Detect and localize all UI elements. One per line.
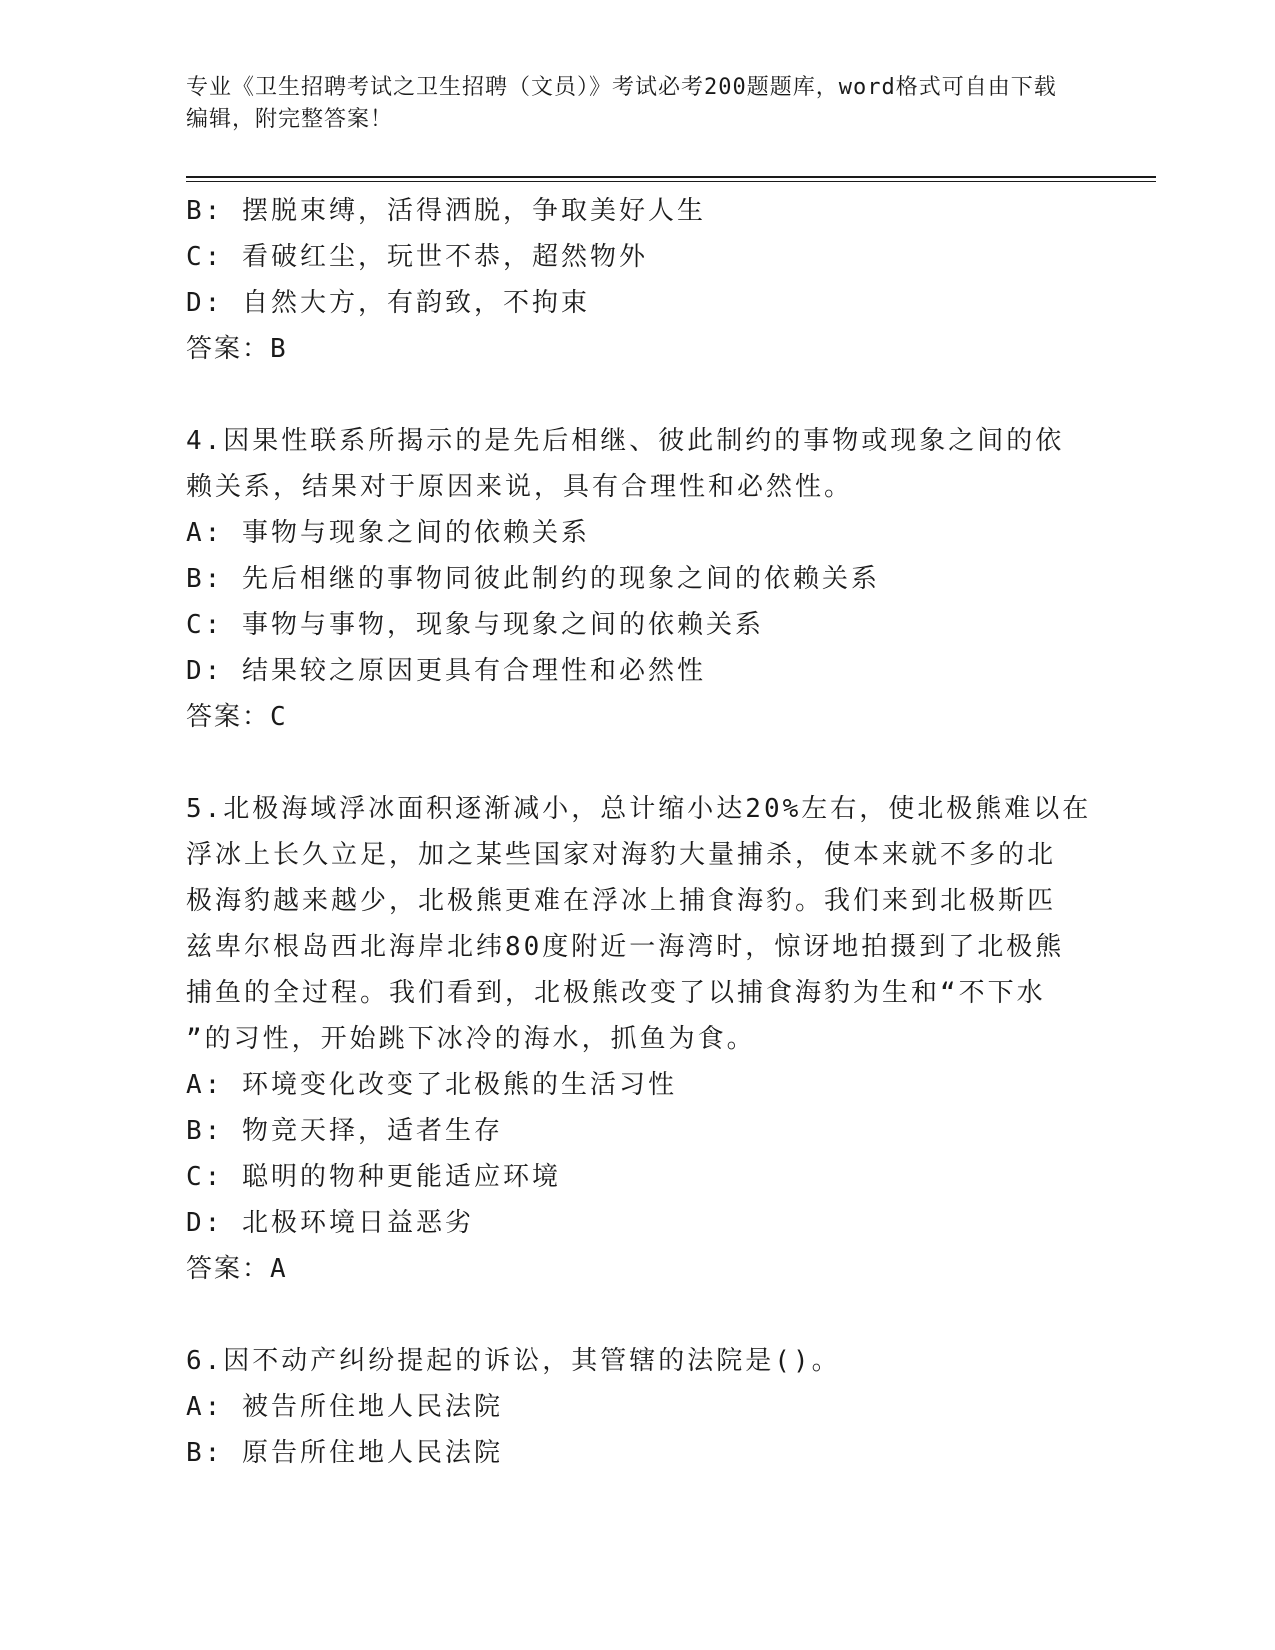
question-text-line: ”的习性，开始跳下冰冷的海水，抓鱼为食。 <box>186 1024 756 1054</box>
answer: 答案：C <box>186 702 288 732</box>
question-5 <box>186 786 1092 1292</box>
question-text-line: 浮冰上长久立足，加之某些国家对海豹大量捕杀，使本来就不多的北 <box>186 840 1057 870</box>
question-text-line: 5.北极海域浮冰面积逐渐减小，总计缩小达20%左右，使北极熊难以在 <box>186 794 1092 824</box>
answer: 答案：B <box>186 334 288 364</box>
option-d: D: 自然大方，有韵致，不拘束 <box>186 288 590 318</box>
header-rule-thin <box>186 181 1156 182</box>
spacer <box>186 372 1086 418</box>
option-b: B: 先后相继的事物同彼此制约的现象之间的依赖关系 <box>186 564 880 594</box>
option-a: A: 事物与现象之间的依赖关系 <box>186 518 590 548</box>
question-list <box>186 188 1092 1476</box>
question-text-line: 4.因果性联系所揭示的是先后相继、彼此制约的事物或现象之间的依 <box>186 426 1065 456</box>
option-d: D: 结果较之原因更具有合理性和必然性 <box>186 656 706 686</box>
question-text-line: 赖关系，结果对于原因来说，具有合理性和必然性。 <box>186 472 854 502</box>
option-d: D: 北极环境日益恶劣 <box>186 1208 474 1238</box>
option-c: C: 事物与事物，现象与现象之间的依赖关系 <box>186 610 764 640</box>
spacer <box>186 1292 1086 1338</box>
option-c: C: 看破红尘，玩世不恭，超然物外 <box>186 242 648 272</box>
question-3 <box>186 188 1086 372</box>
spacer <box>186 740 1086 786</box>
option-a: A: 被告所住地人民法院 <box>186 1392 503 1422</box>
question-4 <box>186 418 1086 740</box>
header-title: 专业《卫生招聘考试之卫生招聘（文员）》考试必考200题题库，word格式可自由下载编辑，附完整答案！ <box>186 75 1057 132</box>
option-b: B: 物竞天择，适者生存 <box>186 1116 503 1146</box>
question-6 <box>186 1338 1086 1476</box>
question-text-line: 兹卑尔根岛西北海岸北纬80度附近一海湾时，惊讶地拍摄到了北极熊 <box>186 932 1065 962</box>
document-header <box>186 72 1066 136</box>
header-rule-thick <box>186 176 1156 178</box>
option-b: B: 摆脱束缚，活得洒脱，争取美好人生 <box>186 196 706 226</box>
option-b: B: 原告所住地人民法院 <box>186 1438 503 1468</box>
question-text-line: 6.因不动产纠纷提起的诉讼，其管辖的法院是()。 <box>186 1346 841 1376</box>
answer: 答案：A <box>186 1254 288 1284</box>
option-c: C: 聪明的物种更能适应环境 <box>186 1162 561 1192</box>
question-text-line: 捕鱼的全过程。我们看到，北极熊改变了以捕食海豹为生和“不下水 <box>186 978 1046 1008</box>
option-a: A: 环境变化改变了北极熊的生活习性 <box>186 1070 677 1100</box>
question-text-line: 极海豹越来越少，北极熊更难在浮冰上捕食海豹。我们来到北极斯匹 <box>186 886 1057 916</box>
